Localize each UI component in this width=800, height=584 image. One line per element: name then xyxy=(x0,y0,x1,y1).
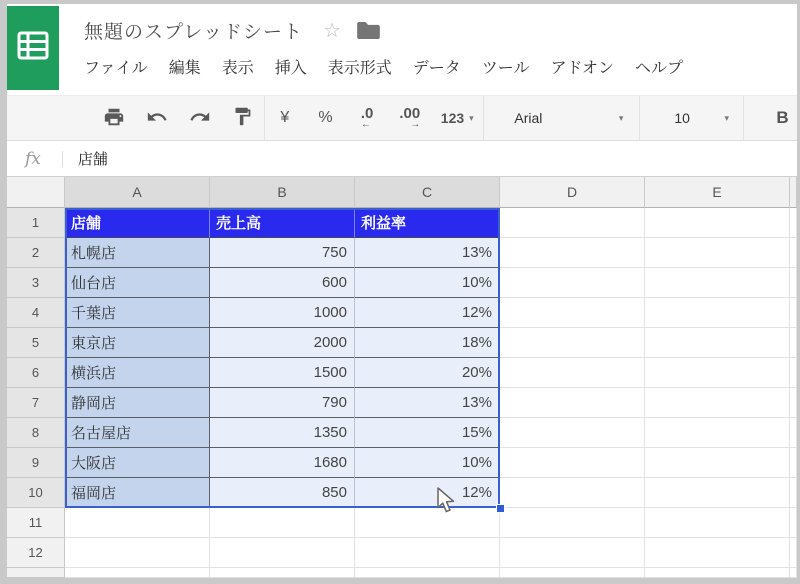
cell-E3[interactable] xyxy=(645,268,790,298)
cell-D2[interactable] xyxy=(500,238,645,268)
row-header-10[interactable]: 10 xyxy=(7,478,65,508)
cell-E13[interactable] xyxy=(645,568,790,578)
menu-file[interactable]: ファイル xyxy=(84,60,148,77)
cell-F10[interactable] xyxy=(790,478,797,508)
sheets-logo[interactable] xyxy=(7,6,59,90)
cell-C2[interactable]: 13% xyxy=(355,238,500,268)
row-header-4[interactable]: 4 xyxy=(7,298,65,328)
menu-tools[interactable]: ツール xyxy=(481,60,530,77)
undo-button[interactable] xyxy=(136,96,179,140)
cell-E11[interactable] xyxy=(645,508,790,538)
cell-E8[interactable] xyxy=(645,418,790,448)
menu-help[interactable]: ヘルプ xyxy=(634,60,683,77)
yen-icon: ¥ xyxy=(280,109,290,126)
cell-D10[interactable] xyxy=(500,478,645,508)
cell-B7[interactable]: 790 xyxy=(210,388,355,418)
menu-view[interactable]: 表示 xyxy=(221,60,254,77)
cell-C4[interactable]: 12% xyxy=(355,298,500,328)
font-size-select[interactable]: 10 ▾ xyxy=(640,96,743,140)
cell-B13[interactable] xyxy=(210,568,355,578)
menu-insert[interactable]: 挿入 xyxy=(274,60,307,77)
select-all-corner[interactable] xyxy=(7,177,65,208)
cell-A11[interactable] xyxy=(65,508,210,538)
paint-format-button[interactable] xyxy=(221,96,264,140)
cell-E12[interactable] xyxy=(645,538,790,568)
cell-B1[interactable]: 売上高 xyxy=(210,208,355,238)
document-title[interactable]: 無題のスプレッドシート xyxy=(84,22,304,43)
cell-A10[interactable]: 福岡店 xyxy=(65,478,210,508)
row-header-8[interactable]: 8 xyxy=(7,418,65,448)
cell-D13[interactable] xyxy=(500,568,645,578)
cell-E5[interactable] xyxy=(645,328,790,358)
menu-bar xyxy=(84,55,683,78)
printer-icon xyxy=(103,106,125,131)
print-button[interactable] xyxy=(93,96,136,140)
cell-D8[interactable] xyxy=(500,418,645,448)
redo-icon xyxy=(189,106,211,131)
cell-D6[interactable] xyxy=(500,358,645,388)
menu-format[interactable]: 表示形式 xyxy=(327,60,392,77)
cell-E10[interactable] xyxy=(645,478,790,508)
bold-button[interactable]: B xyxy=(768,96,797,140)
column-header-A[interactable]: A xyxy=(65,177,210,208)
increase-decimal-icon: .00 → xyxy=(399,105,421,130)
cell-C5[interactable]: 18% xyxy=(355,328,500,358)
menu-addons[interactable]: アドオン xyxy=(550,60,614,77)
cell-A12[interactable] xyxy=(65,538,210,568)
cell-A8[interactable]: 名古屋店 xyxy=(65,418,210,448)
fill-handle[interactable] xyxy=(496,504,505,513)
row-header-2[interactable]: 2 xyxy=(7,238,65,268)
cell-B3[interactable]: 600 xyxy=(210,268,355,298)
cell-F6[interactable] xyxy=(790,358,797,388)
cell-B9[interactable]: 1680 xyxy=(210,448,355,478)
chevron-down-icon: ▾ xyxy=(469,112,474,123)
number-format-button[interactable]: 123 ▾ xyxy=(431,96,483,140)
spreadsheet-grid xyxy=(7,177,797,578)
cell-A2[interactable]: 札幌店 xyxy=(65,238,210,268)
row-header-11[interactable]: 11 xyxy=(7,508,65,538)
cell-F7[interactable] xyxy=(790,388,797,418)
chevron-down-icon: ▾ xyxy=(724,112,729,123)
column-header-sliver[interactable] xyxy=(790,177,797,208)
cell-C3[interactable]: 10% xyxy=(355,268,500,298)
star-icon[interactable]: ☆ xyxy=(323,19,341,42)
cell-E2[interactable] xyxy=(645,238,790,268)
chevron-down-icon: ▾ xyxy=(618,112,624,123)
cell-B5[interactable]: 2000 xyxy=(210,328,355,358)
cell-A4[interactable]: 千葉店 xyxy=(65,298,210,328)
cell-B2[interactable]: 750 xyxy=(210,238,355,268)
formula-input[interactable]: 店舗 xyxy=(77,151,108,168)
formula-bar-divider xyxy=(62,151,63,167)
cell-C12[interactable] xyxy=(355,538,500,568)
paint-roller-icon xyxy=(232,106,253,130)
cell-C13[interactable] xyxy=(355,568,500,578)
font-family-select[interactable]: Arial ▾ xyxy=(484,96,639,140)
cell-E6[interactable] xyxy=(645,358,790,388)
percent-format-button[interactable] xyxy=(305,96,346,140)
cell-D5[interactable] xyxy=(500,328,645,358)
cell-D9[interactable] xyxy=(500,448,645,478)
cell-A3[interactable]: 仙台店 xyxy=(65,268,210,298)
column-header-C[interactable]: C xyxy=(355,177,500,208)
cell-D4[interactable] xyxy=(500,298,645,328)
cell-D11[interactable] xyxy=(500,508,645,538)
row-header-3[interactable]: 3 xyxy=(7,268,65,298)
title-row xyxy=(84,17,683,44)
sheets-app xyxy=(7,4,797,578)
column-header-D[interactable]: D xyxy=(500,177,645,208)
cell-A13[interactable] xyxy=(65,568,210,578)
menu-data[interactable]: データ xyxy=(412,60,461,77)
cell-A9[interactable]: 大阪店 xyxy=(65,448,210,478)
cell-F3[interactable] xyxy=(790,268,797,298)
cell-C6[interactable]: 20% xyxy=(355,358,500,388)
toolbar xyxy=(7,95,797,141)
cell-E7[interactable] xyxy=(645,388,790,418)
cell-F9[interactable] xyxy=(790,448,797,478)
cell-C11[interactable] xyxy=(355,508,500,538)
decrease-decimal-icon: .0 ← xyxy=(360,105,374,130)
cell-F12[interactable] xyxy=(790,538,797,568)
cell-F8[interactable] xyxy=(790,418,797,448)
increase-decimal-button[interactable] xyxy=(388,96,431,140)
cell-F13[interactable] xyxy=(790,568,797,578)
cell-C10[interactable]: 12% xyxy=(355,478,500,508)
undo-icon xyxy=(146,106,168,131)
cell-F2[interactable] xyxy=(790,238,797,268)
toolbar-separator xyxy=(743,96,744,140)
formula-bar xyxy=(7,141,797,177)
cell-E4[interactable] xyxy=(645,298,790,328)
cell-C7[interactable]: 13% xyxy=(355,388,500,418)
cell-F5[interactable] xyxy=(790,328,797,358)
row-header-9[interactable]: 9 xyxy=(7,448,65,478)
redo-button[interactable] xyxy=(178,96,221,140)
header-right xyxy=(84,4,683,95)
cell-A7[interactable]: 静岡店 xyxy=(65,388,210,418)
row-header-5[interactable]: 5 xyxy=(7,328,65,358)
cell-B4[interactable]: 1000 xyxy=(210,298,355,328)
decrease-decimal-button[interactable] xyxy=(346,96,389,140)
cell-B8[interactable]: 1350 xyxy=(210,418,355,448)
row-header-12[interactable]: 12 xyxy=(7,538,65,568)
cell-A1[interactable]: 店舗 xyxy=(65,208,210,238)
cell-B11[interactable] xyxy=(210,508,355,538)
row-header-13[interactable] xyxy=(7,568,65,578)
column-header-E[interactable]: E xyxy=(645,177,790,208)
fx-icon: fx xyxy=(25,148,41,169)
percent-icon: % xyxy=(318,109,333,126)
currency-format-button[interactable] xyxy=(264,96,305,140)
cell-C9[interactable]: 10% xyxy=(355,448,500,478)
spreadsheet-grid-icon xyxy=(17,31,49,65)
cell-F11[interactable] xyxy=(790,508,797,538)
cell-C8[interactable]: 15% xyxy=(355,418,500,448)
menu-edit[interactable]: 編集 xyxy=(168,60,201,77)
cell-D3[interactable] xyxy=(500,268,645,298)
cell-E9[interactable] xyxy=(645,448,790,478)
cell-D12[interactable] xyxy=(500,538,645,568)
cell-B6[interactable]: 1500 xyxy=(210,358,355,388)
folder-icon[interactable] xyxy=(357,22,380,39)
cell-E1[interactable] xyxy=(645,208,790,238)
cell-F1[interactable] xyxy=(790,208,797,238)
cell-B10[interactable]: 850 xyxy=(210,478,355,508)
cell-A6[interactable]: 横浜店 xyxy=(65,358,210,388)
column-header-B[interactable]: B xyxy=(210,177,355,208)
cell-D7[interactable] xyxy=(500,388,645,418)
cell-F4[interactable] xyxy=(790,298,797,328)
row-header-1[interactable]: 1 xyxy=(7,208,65,238)
row-header-7[interactable]: 7 xyxy=(7,388,65,418)
app-header xyxy=(7,4,797,95)
row-header-6[interactable]: 6 xyxy=(7,358,65,388)
cell-C1[interactable]: 利益率 xyxy=(355,208,500,238)
cell-D1[interactable] xyxy=(500,208,645,238)
cell-A5[interactable]: 東京店 xyxy=(65,328,210,358)
cell-B12[interactable] xyxy=(210,538,355,568)
